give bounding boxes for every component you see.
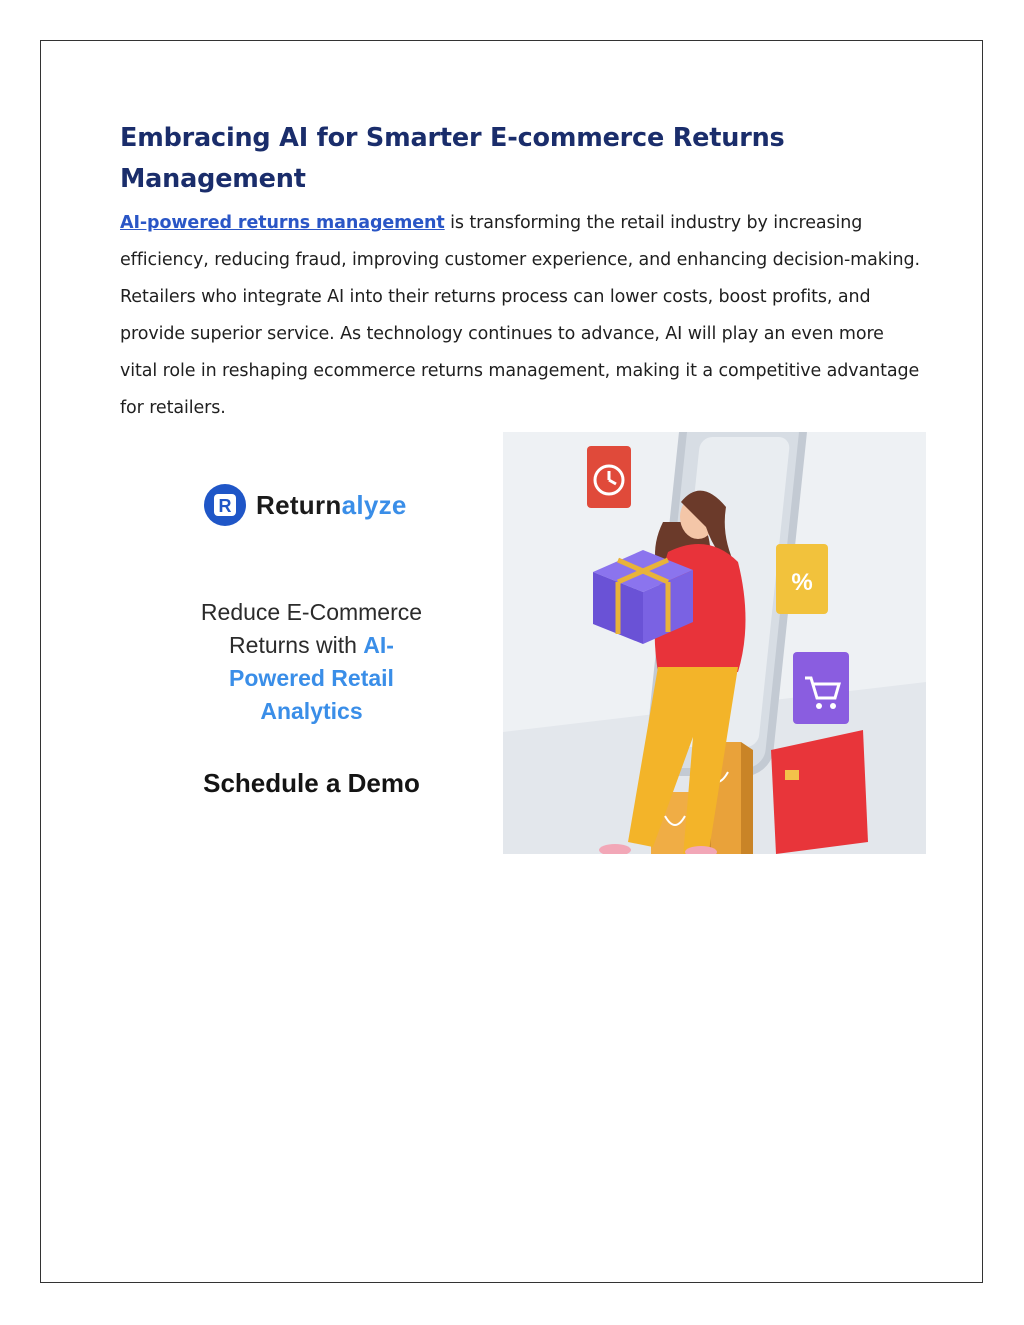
promo-line-4: Analytics — [260, 698, 363, 724]
logo-name-main: Return — [256, 489, 342, 520]
promo-headline — [120, 596, 503, 728]
shopping-illustration — [503, 432, 926, 854]
body-paragraph — [120, 205, 920, 427]
schedule-demo-button[interactable]: Schedule a Demo — [203, 768, 420, 798]
page-title: Embracing AI for Smarter E-commerce Returns Management — [120, 123, 785, 194]
percent-icon — [776, 544, 828, 614]
logo-r-icon — [211, 491, 239, 519]
logo-badge — [204, 484, 246, 526]
returns-management-link[interactable]: AI-powered returns management — [120, 213, 445, 233]
credit-card-icon — [771, 730, 868, 854]
promo-line-2-plain: Returns with — [229, 632, 364, 658]
promo-line-3: Powered Retail — [229, 665, 394, 691]
promo-panel — [120, 432, 503, 854]
logo-name-accent: alyze — [341, 489, 407, 520]
promo-banner[interactable] — [120, 432, 926, 854]
clock-icon — [587, 446, 631, 508]
returnalyze-logo — [204, 484, 407, 526]
cart-icon — [793, 652, 849, 724]
paragraph-text: is transforming the retail industry by increasing efficiency, reducing fraud, improving customer experience, and enhancing decision-making. Retailers who integrate AI into their returns process can lower costs, boost profits, and provide superior service. As technology continues to advance, AI will play an even more vital role in reshaping ecommerce returns management, making it a competitive advantage for retailers. — [120, 213, 921, 418]
promo-line-1: Reduce E-Commerce — [200, 599, 423, 625]
svg-text:%: % — [791, 569, 813, 596]
promo-line-2-blue: AI- — [363, 632, 394, 658]
svg-text:R: R — [218, 496, 232, 516]
logo-wordmark — [256, 490, 407, 521]
promo-line-2 — [120, 629, 503, 662]
